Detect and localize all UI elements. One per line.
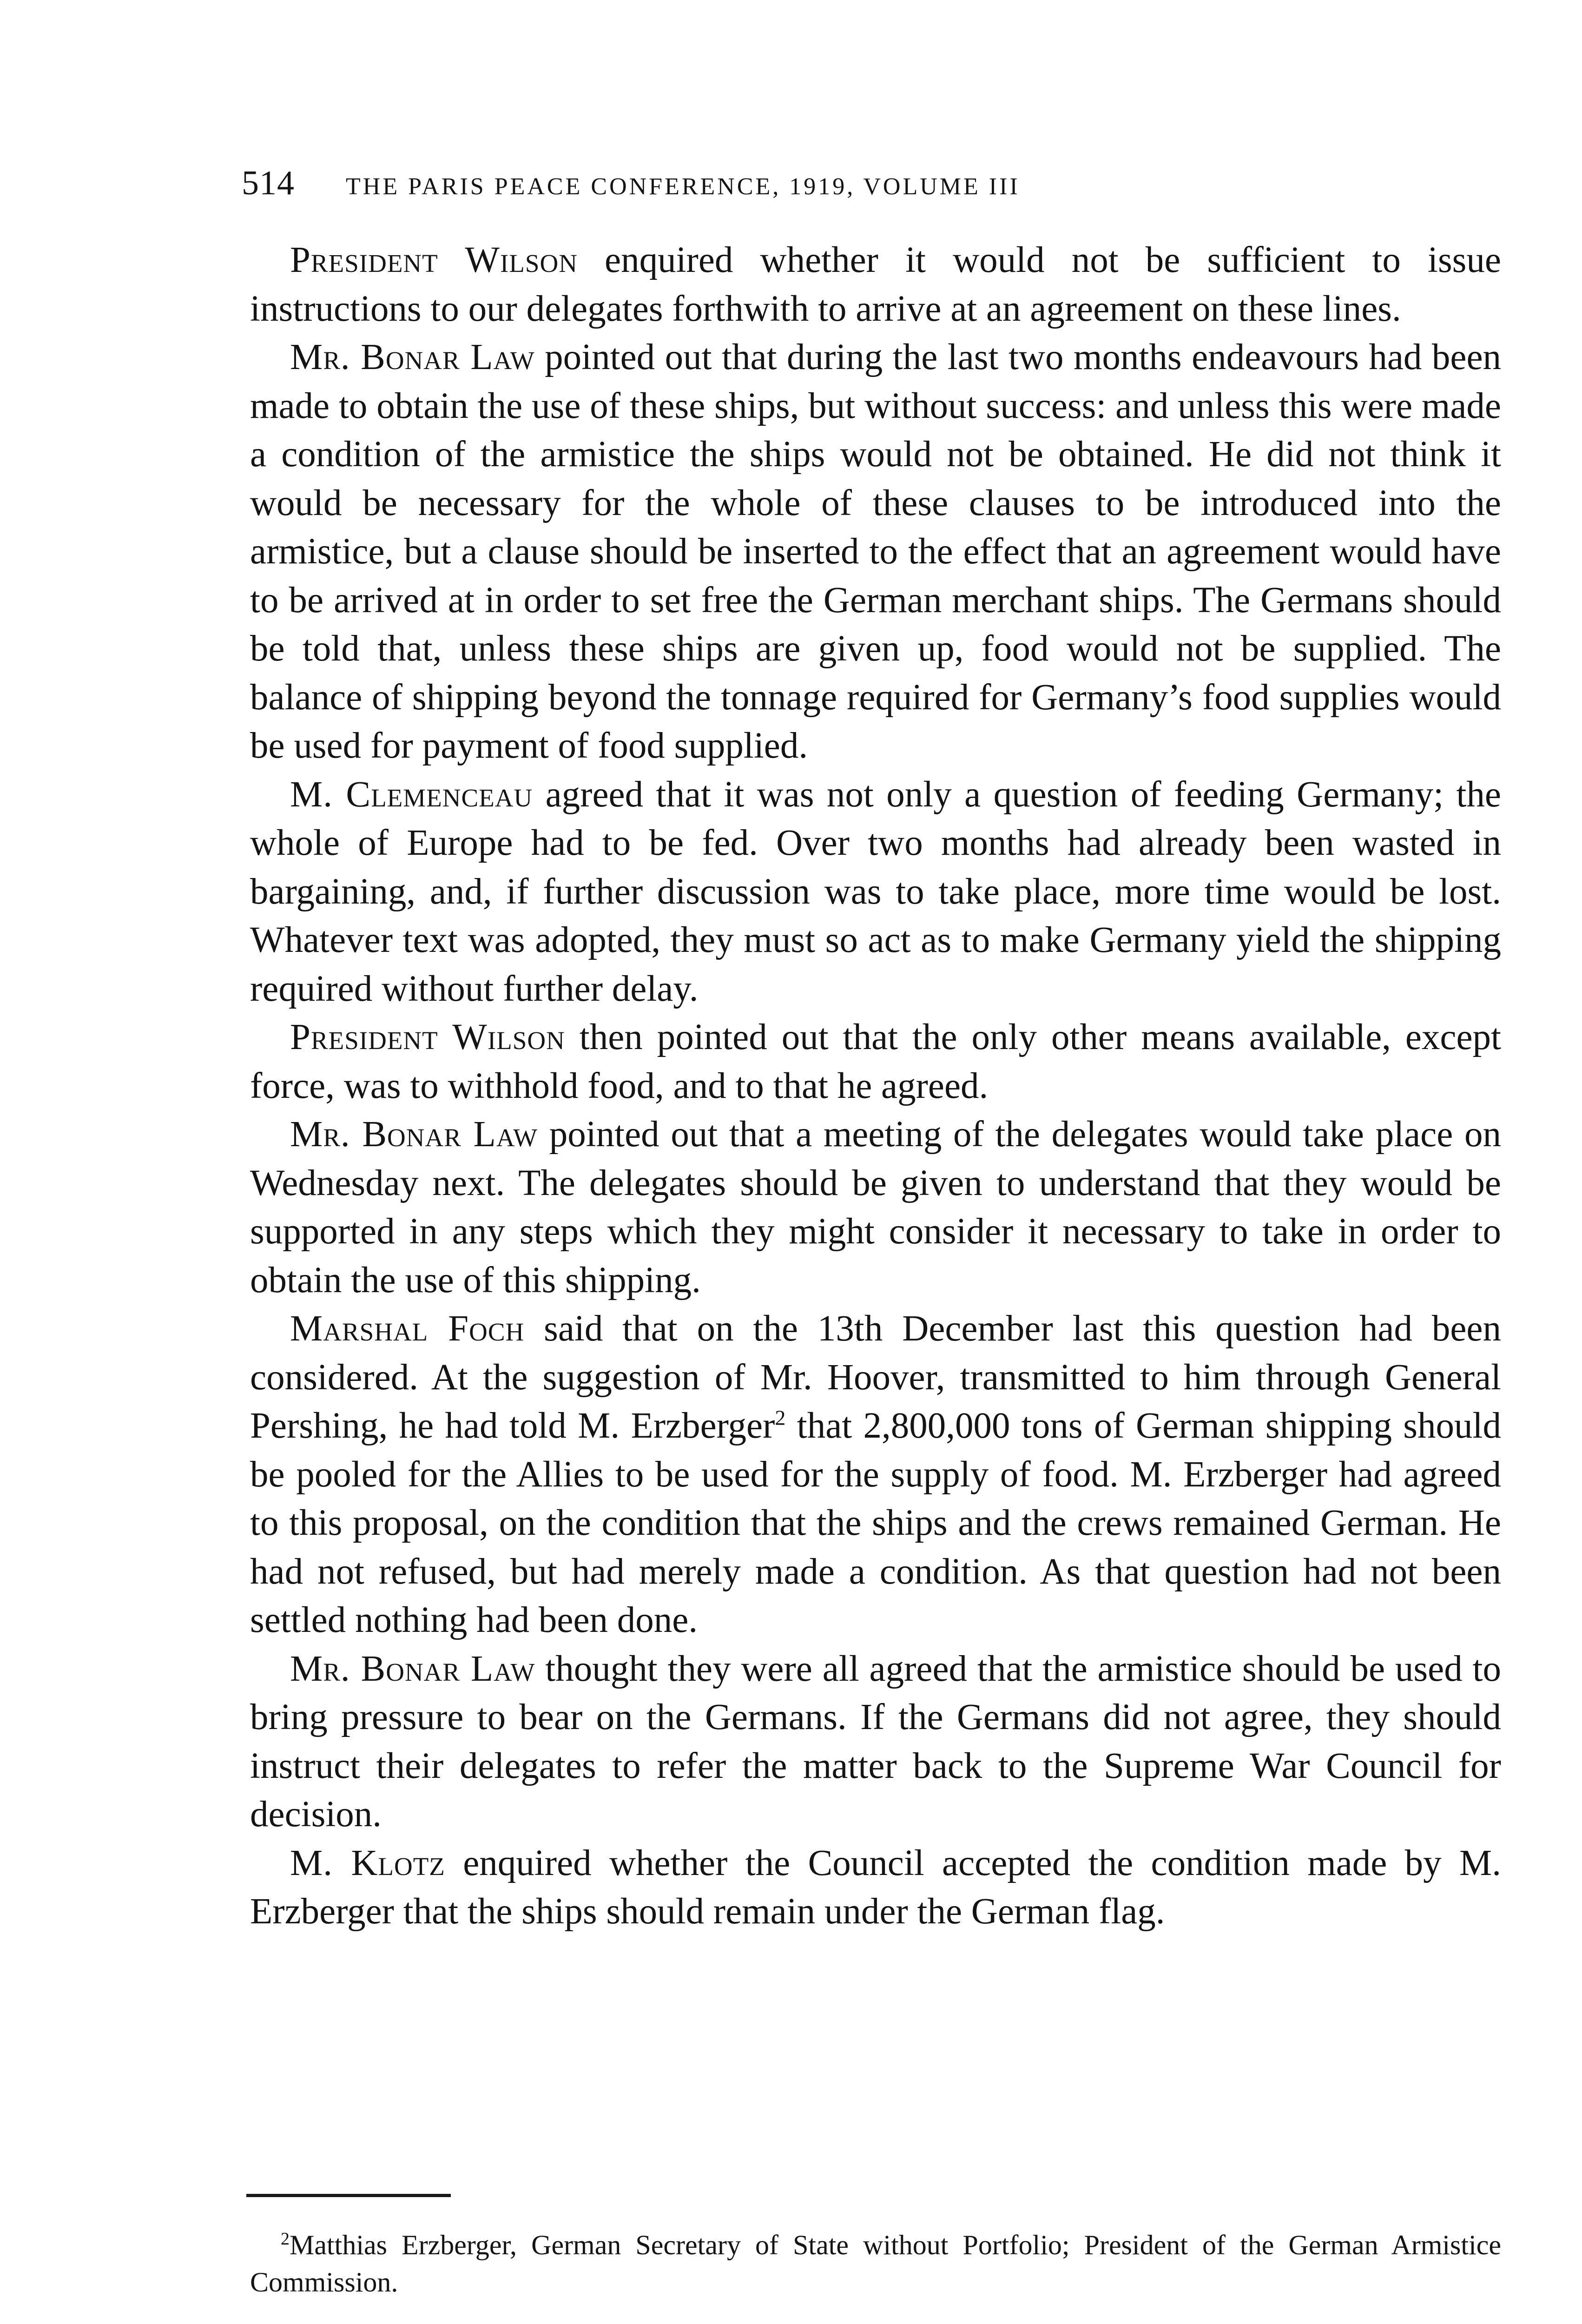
paragraph [250, 771, 1501, 1014]
speaker-name: Mr. Bonar Law [290, 1648, 535, 1689]
footnote [250, 2226, 1501, 2301]
header-title: THE PARIS PEACE CONFERENCE, 1919, VOLUME III [346, 173, 1020, 200]
paragraph-text: enquired whether it would not be sufficient to issue instructions to our delegates forthwith to arrive at an agreement on these lines. [250, 240, 1501, 329]
footnote-divider [246, 2194, 451, 2197]
speaker-name: M. Klotz [290, 1842, 445, 1883]
paragraph-text: then pointed out that the only other means available, except force, was to withhold food, and to that he agreed. [250, 1017, 1502, 1106]
paragraph [250, 1645, 1501, 1839]
paragraph-text: enquired whether the Council accepted the condition made by M. Erzberger that the ships should remain under the German flag. [250, 1842, 1501, 1932]
paragraph-text: agreed that it was not only a question of feeding Germany; the whole of Europe had to be fed. Over two months had already been wasted in bargaining, and, if further discussion was to take place, more time would be lost. Whatever text was adopted, they must so act as to make Germany yield the shipping required without further delay. [250, 774, 1501, 1009]
paragraph [250, 236, 1501, 333]
paragraph [250, 333, 1501, 771]
speaker-name: Mr. Bonar Law [290, 1114, 538, 1155]
paragraph-text: said that on the 13th December last this question had been considered. At the suggestion of Mr. Hoover, transmitted to him through General Pershing, he had told M. Erzberger [250, 1308, 1501, 1446]
speaker-name: Marshal Foch [290, 1308, 525, 1349]
paragraph [250, 1839, 1501, 1936]
paragraph-text-continued: that 2,800,000 tons of German shipping should be pooled for the Allies to be used for the supply of food. M. Erzberger had agreed to this proposal, on the condition that the ships and the crews remained German. He had not refused, but had merely made a condition. As that question had not been settled nothing had been done. [250, 1406, 1501, 1640]
paragraph [250, 1013, 1501, 1110]
paragraph-text: thought they were all agreed that the armistice should be used to bring pressure to bear on the Germans. If the Germans did not agree, they should instruct their delegates to refer the matter back to the Supreme War Council for decision. [250, 1648, 1501, 1835]
paragraph-text: pointed out that a meeting of the delegates would take place on Wednesday next. The delegates should be given to understand that they would be supported in any steps which they might consider it necessary to take in order to obtain the use of this shipping. [250, 1114, 1501, 1301]
speaker-name: President Wilson [290, 1017, 565, 1057]
speaker-name: M. Clemenceau [290, 774, 533, 815]
speaker-name: Mr. Bonar Law [290, 337, 535, 377]
page-number: 514 [242, 164, 295, 202]
footnote-reference[interactable]: 2 [775, 1406, 786, 1430]
paragraph [250, 1305, 1501, 1645]
footnote-mark: 2 [281, 2229, 290, 2249]
paragraph-text: pointed out that during the last two months endeavours had been made to obtain the use of these ships, but without success: and unless this were made a condition of the armistice the ships would not be obtained. He did not think it would be necessary for the whole of these clauses to be introduced into the armistice, but a clause should be inserted to the effect that an agreement would have to be arrived at in order to set free the German merchant ships. The Germans should be told that, unless these ships are given up, food would not be supplied. The balance of shipping beyond the tonnage required for Germany’s food supplies would be used for payment of food supplied. [250, 337, 1502, 766]
speaker-name: President Wilson [290, 240, 578, 280]
footnote-text: Matthias Erzberger, German Secretary of State without Portfolio; President of the German Armistice Commission. [250, 2230, 1501, 2298]
running-head [242, 164, 1357, 205]
body-text [250, 236, 1501, 1936]
paragraph [250, 1110, 1501, 1305]
